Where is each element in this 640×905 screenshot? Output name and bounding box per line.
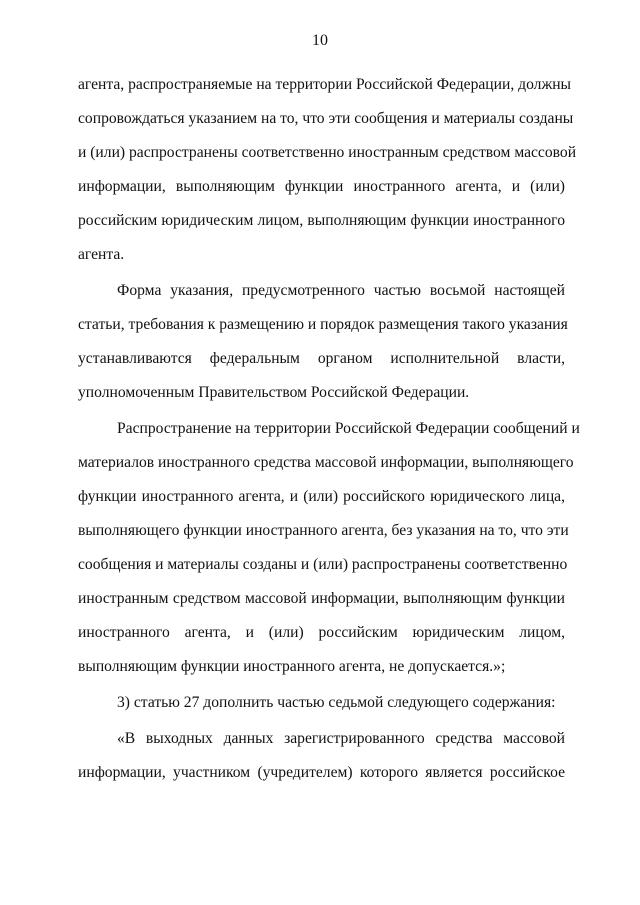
text-line: материалов иностранного средства массовой информации, выполняющего [78, 454, 574, 471]
text-line: «В выходных данных зарегистрированного средства массовой [117, 730, 565, 747]
text-line: и (или) распространены соответственно иностранным средством массовой [78, 144, 577, 161]
text-line: функции иностранного агента, и (или) российского юридического лица, [78, 488, 565, 505]
text-line: устанавливаются федеральным органом исполнительной власти, [78, 350, 565, 367]
text-line: иностранным средством массовой информации, выполняющим функции [78, 590, 565, 607]
text-line: уполномоченным Правительством Российской Федерации. [78, 384, 470, 401]
text-line: выполняющим функции иностранного агента, не допускается.»; [78, 658, 506, 675]
text-line: российским юридическим лицом, выполняющим функции иностранного [78, 212, 565, 229]
text-line: сопровождаться указанием на то, что эти сообщения и материалы созданы [78, 110, 574, 127]
text-line: Форма указания, предусмотренного частью восьмой настоящей [117, 282, 565, 299]
text-line: Распространение на территории Российской Федерации сообщений и [117, 420, 580, 437]
text-line: иностранного агента, и (или) российским юридическим лицом, [78, 624, 565, 641]
text-line: агента, распространяемые на территории Российской Федерации, должны [78, 76, 572, 93]
page-number: 10 [312, 32, 328, 49]
text-line: 3) статью 27 дополнить частью седьмой следующего содержания: [117, 694, 556, 711]
text-line: агента. [78, 246, 125, 263]
text-line: информации, выполняющим функции иностранного агента, и (или) [78, 178, 565, 195]
text-line: статьи, требования к размещению и порядок размещения такого указания [78, 316, 568, 333]
text-line: сообщения и материалы созданы и (или) распространены соответственно [78, 556, 568, 573]
text-line: выполняющего функции иностранного агента, без указания на то, что эти [78, 522, 569, 539]
text-line: информации, участником (учредителем) которого является российское [78, 764, 565, 781]
